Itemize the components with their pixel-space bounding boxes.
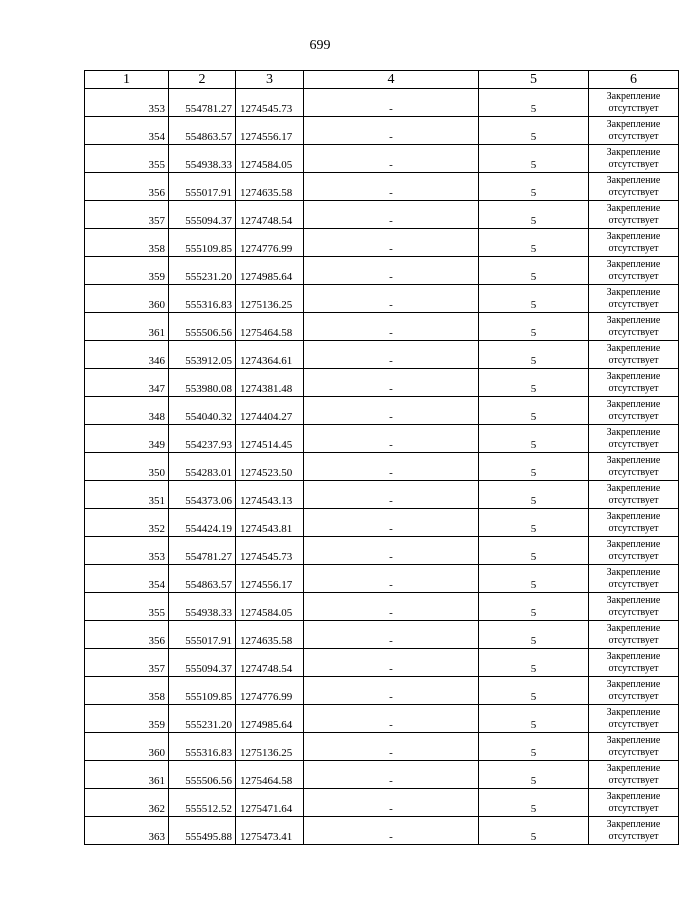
column-4-cell: -	[304, 453, 479, 481]
table-row	[85, 481, 679, 509]
fixation-cell: Закрепление отсутствует	[589, 733, 679, 761]
point-number-cell: 361	[85, 761, 169, 789]
point-number-cell: 361	[85, 313, 169, 341]
x-coordinate-cell: 554781.27	[169, 89, 236, 117]
table-row	[85, 201, 679, 229]
column-4-cell: -	[304, 789, 479, 817]
table-row	[85, 733, 679, 761]
column-4-cell: -	[304, 173, 479, 201]
page-number: 699	[309, 38, 331, 53]
y-coordinate-cell: 1274523.50	[236, 453, 304, 481]
table-row	[85, 285, 679, 313]
table-row	[85, 229, 679, 257]
column-4-cell: -	[304, 677, 479, 705]
fixation-cell: Закрепление отсутствует	[589, 201, 679, 229]
fixation-cell: Закрепление отсутствует	[589, 425, 679, 453]
x-coordinate-cell: 555231.20	[169, 257, 236, 285]
column-header: 5	[479, 71, 589, 89]
table-row	[85, 145, 679, 173]
column-4-cell: -	[304, 89, 479, 117]
y-coordinate-cell: 1275464.58	[236, 313, 304, 341]
y-coordinate-cell: 1274584.05	[236, 593, 304, 621]
y-coordinate-cell: 1274635.58	[236, 173, 304, 201]
x-coordinate-cell: 555094.37	[169, 201, 236, 229]
x-coordinate-cell: 555109.85	[169, 677, 236, 705]
x-coordinate-cell: 554938.33	[169, 145, 236, 173]
y-coordinate-cell: 1274584.05	[236, 145, 304, 173]
y-coordinate-cell: 1274364.61	[236, 341, 304, 369]
column-5-cell: 5	[479, 593, 589, 621]
table-row	[85, 369, 679, 397]
fixation-cell: Закрепление отсутствует	[589, 593, 679, 621]
column-5-cell: 5	[479, 677, 589, 705]
table-row	[85, 425, 679, 453]
table-row	[85, 649, 679, 677]
column-header: 2	[169, 71, 236, 89]
table-row	[85, 313, 679, 341]
fixation-cell: Закрепление отсутствует	[589, 649, 679, 677]
x-coordinate-cell: 554283.01	[169, 453, 236, 481]
column-4-cell: -	[304, 649, 479, 677]
x-coordinate-cell: 554040.32	[169, 397, 236, 425]
fixation-cell: Закрепление отсутствует	[589, 313, 679, 341]
point-number-cell: 351	[85, 481, 169, 509]
column-5-cell: 5	[479, 733, 589, 761]
column-5-cell: 5	[479, 537, 589, 565]
x-coordinate-cell: 555495.88	[169, 817, 236, 845]
y-coordinate-cell: 1274985.64	[236, 257, 304, 285]
table-row	[85, 257, 679, 285]
column-4-cell: -	[304, 509, 479, 537]
column-5-cell: 5	[479, 173, 589, 201]
x-coordinate-cell: 554237.93	[169, 425, 236, 453]
point-number-cell: 348	[85, 397, 169, 425]
column-5-cell: 5	[479, 145, 589, 173]
x-coordinate-cell: 553912.05	[169, 341, 236, 369]
fixation-cell: Закрепление отсутствует	[589, 173, 679, 201]
table-row	[85, 509, 679, 537]
column-4-cell: -	[304, 733, 479, 761]
point-number-cell: 358	[85, 677, 169, 705]
column-5-cell: 5	[479, 257, 589, 285]
table-row	[85, 537, 679, 565]
point-number-cell: 356	[85, 173, 169, 201]
column-5-cell: 5	[479, 117, 589, 145]
y-coordinate-cell: 1275473.41	[236, 817, 304, 845]
x-coordinate-cell: 553980.08	[169, 369, 236, 397]
table-row	[85, 677, 679, 705]
column-4-cell: -	[304, 229, 479, 257]
point-number-cell: 356	[85, 621, 169, 649]
y-coordinate-cell: 1274381.48	[236, 369, 304, 397]
table-body	[85, 89, 679, 845]
x-coordinate-cell: 554781.27	[169, 537, 236, 565]
x-coordinate-cell: 555316.83	[169, 733, 236, 761]
y-coordinate-cell: 1274545.73	[236, 89, 304, 117]
column-4-cell: -	[304, 761, 479, 789]
column-5-cell: 5	[479, 817, 589, 845]
column-4-cell: -	[304, 145, 479, 173]
column-5-cell: 5	[479, 369, 589, 397]
x-coordinate-cell: 554938.33	[169, 593, 236, 621]
fixation-cell: Закрепление отсутствует	[589, 677, 679, 705]
table-row	[85, 593, 679, 621]
column-4-cell: -	[304, 705, 479, 733]
table-row	[85, 565, 679, 593]
column-4-cell: -	[304, 621, 479, 649]
column-4-cell: -	[304, 537, 479, 565]
fixation-cell: Закрепление отсутствует	[589, 229, 679, 257]
point-number-cell: 359	[85, 257, 169, 285]
point-number-cell: 357	[85, 201, 169, 229]
x-coordinate-cell: 555231.20	[169, 705, 236, 733]
column-4-cell: -	[304, 425, 479, 453]
point-number-cell: 353	[85, 89, 169, 117]
point-number-cell: 354	[85, 117, 169, 145]
table-row	[85, 117, 679, 145]
point-number-cell: 360	[85, 285, 169, 313]
x-coordinate-cell: 555094.37	[169, 649, 236, 677]
column-5-cell: 5	[479, 425, 589, 453]
point-number-cell: 346	[85, 341, 169, 369]
fixation-cell: Закрепление отсутствует	[589, 341, 679, 369]
fixation-cell: Закрепление отсутствует	[589, 145, 679, 173]
column-4-cell: -	[304, 117, 479, 145]
fixation-cell: Закрепление отсутствует	[589, 89, 679, 117]
x-coordinate-cell: 555512.52	[169, 789, 236, 817]
table-row	[85, 789, 679, 817]
column-4-cell: -	[304, 817, 479, 845]
fixation-cell: Закрепление отсутствует	[589, 117, 679, 145]
fixation-cell: Закрепление отсутствует	[589, 621, 679, 649]
point-number-cell: 352	[85, 509, 169, 537]
y-coordinate-cell: 1275471.64	[236, 789, 304, 817]
fixation-cell: Закрепление отсутствует	[589, 537, 679, 565]
column-5-cell: 5	[479, 453, 589, 481]
point-number-cell: 363	[85, 817, 169, 845]
column-4-cell: -	[304, 257, 479, 285]
point-number-cell: 358	[85, 229, 169, 257]
y-coordinate-cell: 1275136.25	[236, 285, 304, 313]
point-number-cell: 355	[85, 145, 169, 173]
column-5-cell: 5	[479, 481, 589, 509]
header-row	[85, 71, 679, 89]
column-5-cell: 5	[479, 621, 589, 649]
fixation-cell: Закрепление отсутствует	[589, 397, 679, 425]
table-row	[85, 817, 679, 845]
point-number-cell: 353	[85, 537, 169, 565]
column-5-cell: 5	[479, 201, 589, 229]
column-4-cell: -	[304, 397, 479, 425]
column-4-cell: -	[304, 593, 479, 621]
table-row	[85, 89, 679, 117]
column-4-cell: -	[304, 369, 479, 397]
point-number-cell: 362	[85, 789, 169, 817]
table-row	[85, 173, 679, 201]
column-5-cell: 5	[479, 341, 589, 369]
column-4-cell: -	[304, 341, 479, 369]
y-coordinate-cell: 1274985.64	[236, 705, 304, 733]
y-coordinate-cell: 1274748.54	[236, 649, 304, 677]
column-5-cell: 5	[479, 397, 589, 425]
fixation-cell: Закрепление отсутствует	[589, 705, 679, 733]
x-coordinate-cell: 554424.19	[169, 509, 236, 537]
column-5-cell: 5	[479, 649, 589, 677]
column-4-cell: -	[304, 285, 479, 313]
point-number-cell: 354	[85, 565, 169, 593]
fixation-cell: Закрепление отсутствует	[589, 817, 679, 845]
x-coordinate-cell: 555109.85	[169, 229, 236, 257]
column-header: 4	[304, 71, 479, 89]
column-5-cell: 5	[479, 789, 589, 817]
column-4-cell: -	[304, 565, 479, 593]
column-5-cell: 5	[479, 565, 589, 593]
fixation-cell: Закрепление отсутствует	[589, 257, 679, 285]
y-coordinate-cell: 1275136.25	[236, 733, 304, 761]
y-coordinate-cell: 1275464.58	[236, 761, 304, 789]
point-number-cell: 357	[85, 649, 169, 677]
x-coordinate-cell: 554863.57	[169, 117, 236, 145]
y-coordinate-cell: 1274404.27	[236, 397, 304, 425]
column-4-cell: -	[304, 201, 479, 229]
y-coordinate-cell: 1274556.17	[236, 117, 304, 145]
column-5-cell: 5	[479, 705, 589, 733]
table-row	[85, 705, 679, 733]
column-4-cell: -	[304, 481, 479, 509]
y-coordinate-cell: 1274514.45	[236, 425, 304, 453]
fixation-cell: Закрепление отсутствует	[589, 481, 679, 509]
y-coordinate-cell: 1274543.13	[236, 481, 304, 509]
point-number-cell: 350	[85, 453, 169, 481]
column-5-cell: 5	[479, 229, 589, 257]
x-coordinate-cell: 555316.83	[169, 285, 236, 313]
y-coordinate-cell: 1274776.99	[236, 677, 304, 705]
x-coordinate-cell: 555506.56	[169, 313, 236, 341]
fixation-cell: Закрепление отсутствует	[589, 565, 679, 593]
column-4-cell: -	[304, 313, 479, 341]
fixation-cell: Закрепление отсутствует	[589, 761, 679, 789]
column-header: 3	[236, 71, 304, 89]
fixation-cell: Закрепление отсутствует	[589, 453, 679, 481]
column-header: 6	[589, 71, 679, 89]
point-number-cell: 347	[85, 369, 169, 397]
fixation-cell: Закрепление отсутствует	[589, 789, 679, 817]
x-coordinate-cell: 554863.57	[169, 565, 236, 593]
y-coordinate-cell: 1274556.17	[236, 565, 304, 593]
column-5-cell: 5	[479, 285, 589, 313]
table-row	[85, 761, 679, 789]
point-number-cell: 359	[85, 705, 169, 733]
table-row	[85, 397, 679, 425]
column-5-cell: 5	[479, 761, 589, 789]
column-header: 1	[85, 71, 169, 89]
table-row	[85, 341, 679, 369]
y-coordinate-cell: 1274748.54	[236, 201, 304, 229]
fixation-cell: Закрепление отсутствует	[589, 509, 679, 537]
fixation-cell: Закрепление отсутствует	[589, 285, 679, 313]
table-row	[85, 453, 679, 481]
coordinates-table	[84, 70, 679, 845]
x-coordinate-cell: 555017.91	[169, 173, 236, 201]
point-number-cell: 349	[85, 425, 169, 453]
y-coordinate-cell: 1274545.73	[236, 537, 304, 565]
point-number-cell: 360	[85, 733, 169, 761]
column-5-cell: 5	[479, 313, 589, 341]
table-row	[85, 621, 679, 649]
column-5-cell: 5	[479, 509, 589, 537]
point-number-cell: 355	[85, 593, 169, 621]
x-coordinate-cell: 554373.06	[169, 481, 236, 509]
fixation-cell: Закрепление отсутствует	[589, 369, 679, 397]
y-coordinate-cell: 1274776.99	[236, 229, 304, 257]
x-coordinate-cell: 555017.91	[169, 621, 236, 649]
y-coordinate-cell: 1274543.81	[236, 509, 304, 537]
column-5-cell: 5	[479, 89, 589, 117]
x-coordinate-cell: 555506.56	[169, 761, 236, 789]
y-coordinate-cell: 1274635.58	[236, 621, 304, 649]
